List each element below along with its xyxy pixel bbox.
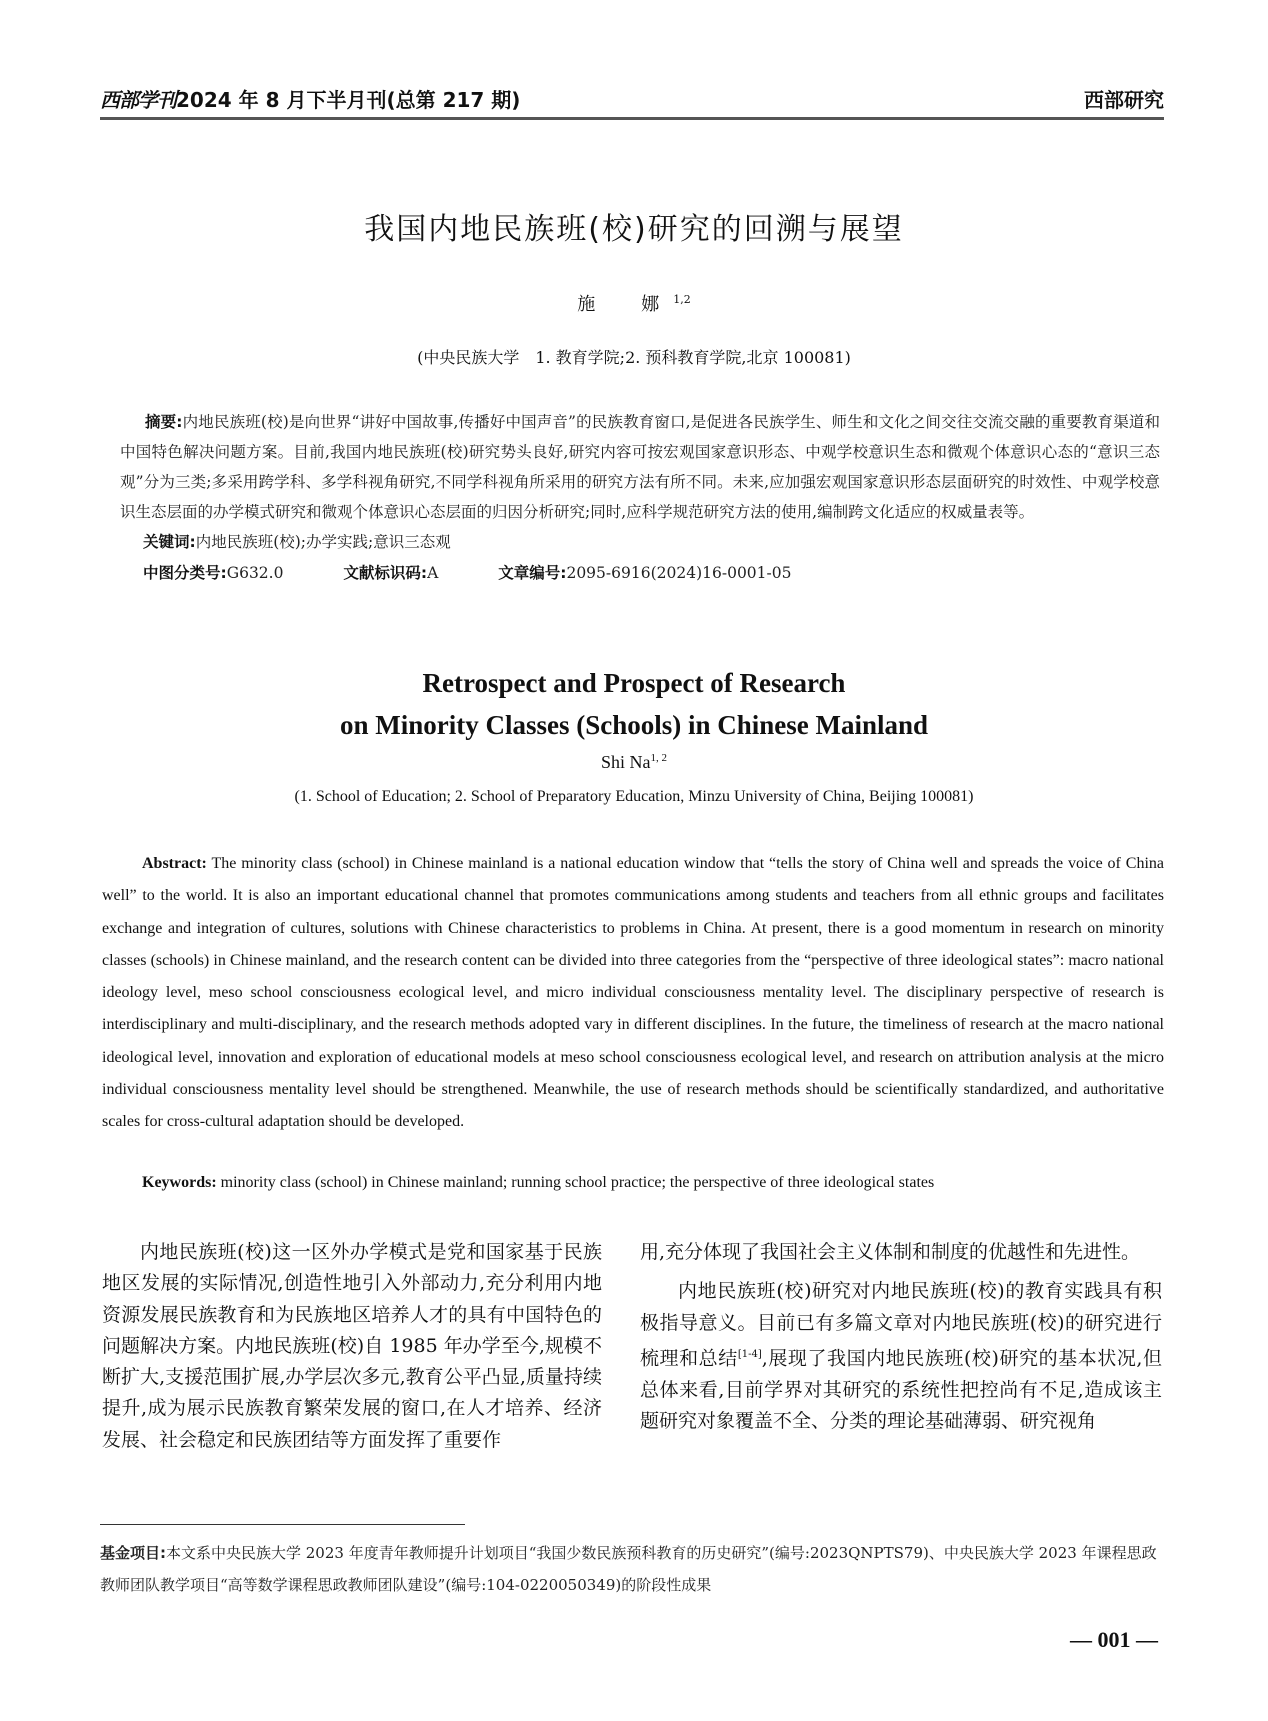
funding-text: 本文系中央民族大学 2023 年度青年教师提升计划项目“我国少数民族预科教育的历史研究”(编号:2023QNPTS79)、中央民族大学 2023 年课程思政教师团队教学项目“高等数学课程思政教师团队建设”(编号:104-0220050349)的阶段性成果: [100, 1544, 1157, 1594]
article-value: 2095-6916(2024)16-0001-05: [566, 564, 792, 582]
affiliation-en: (1. School of Education; 2. School of Preparatory Education, Minzu University of China, Beijing 100081): [294, 788, 974, 805]
abstract-cn-label: 摘要:: [145, 413, 183, 431]
clc: [143, 564, 283, 582]
keywords-cn-label: 关键词:: [143, 533, 196, 551]
funding-note: [100, 1537, 1170, 1601]
author-name: 施 娜: [577, 294, 674, 315]
keywords-en: [142, 1174, 934, 1192]
abstract-en: [102, 848, 1164, 1139]
title-en-line1: Retrospect and Prospect of Research: [422, 668, 846, 698]
body-paragraph: 用,充分体现了我国社会主义体制和制度的优越性和先进性。: [640, 1241, 1141, 1263]
title-en-line2: on Minority Classes (Schools) in Chinese Mainland: [339, 710, 929, 740]
author-sup: 1,2: [673, 293, 691, 306]
funding-label: 基金项目:: [100, 1544, 166, 1562]
section-name: 西部研究: [1084, 88, 1164, 112]
running-header: [100, 86, 1164, 120]
paper-title: 我国内地民族班(校)研究的回溯与展望: [364, 212, 904, 247]
abstract-en-label: Abstract:: [142, 855, 207, 872]
body-text: ,展现了我国内地民族班(校)研究的基本状况,但总体来看,目前学界对其研究的系统性把控尚有不足,造成该主题研究对象覆盖不全、分类的理论基础薄弱、研究视角: [640, 1347, 1162, 1432]
journal-issue: [100, 84, 520, 113]
citation: [1-4]: [737, 1348, 762, 1360]
article-no: [498, 564, 791, 582]
body-text: 内地民族班(校)研究对内地民族班(校)的教育实践具有积极指导意义。目前已有多篇文章对内地民族班(校)的研究进行梳理和总结: [640, 1280, 1162, 1370]
body-paragraph: [640, 1276, 1162, 1437]
body-left-column: [102, 1237, 602, 1456]
article-label: 文章编号:: [498, 564, 567, 582]
affiliation: (中央民族大学 1. 教育学院;2. 预科教育学院,北京 100081): [417, 348, 851, 367]
clc-value: G632.0: [226, 564, 284, 582]
keywords-en-label: Keywords:: [142, 1174, 217, 1191]
abstract-en-text: The minority class (school) in Chinese mainland is a national education window that “tells the story of China well and spreads the voice of China well” to the world. It is also an important educational channel that promotes communications among students and teachers from all ethnic groups and facilitates exchange and integration of cultures, solutions with Chinese characteristics to problems in China. At present, there is a good momentum in research on minority classes (schools) in Chinese mainland, and the research content can be divided into three categories from the “perspective of three ideological states”: macro national ideology level, meso school consciousness ecological level, and micro individual consciousness mentality level. The disciplinary perspective of research is interdisciplinary and multi-disciplinary, and the research methods adopted vary in different disciplines. In the future, the timeliness of research at the macro national ideological level, innovation and exploration of educational models at meso school consciousness ecological level, and research on attribution analysis at the micro individual consciousness mentality level should be strengthened. Meanwhile, the use of research methods should be scientifically standardized, and authoritative scales for cross-cultural adaptation should be developed.: [102, 855, 1164, 1131]
doc-code: [343, 564, 438, 582]
footnote-divider: [100, 1524, 465, 1525]
doc-label: 文献标识码:: [343, 564, 428, 582]
issue-info: 2024 年 8 月下半月刊(总第 217 期): [176, 88, 521, 112]
author-en: [0, 752, 1268, 773]
body-right-column: [640, 1237, 1162, 1437]
keywords-cn: [143, 530, 506, 552]
keywords-en-text: minority class (school) in Chinese mainland; running school practice; the perspective of three ideological states: [220, 1174, 935, 1191]
author-en-name: Shi Na: [601, 752, 651, 772]
abstract-cn-text: 内地民族班(校)是向世界“讲好中国故事,传播好中国声音”的民族教育窗口,是促进各民族学生、师生和文化之间交往交流交融的重要教育渠道和中国特色解决问题方案。目前,我国内地民族班(校)研究势头良好,研究内容可按宏观国家意识形态、中观学校意识生态和微观个体意识心态的“意识三态观”分为三类;多采用跨学科、多学科视角研究,不同学科视角所采用的研究方法有所不同。未来,应加强宏观国家意识形态层面研究的时效性、中观学校意识生态层面的办学模式研究和微观个体意识心态层面的归因分析研究;同时,应科学规范研究方法的使用,编制跨文化适应的权威量表等。: [120, 413, 1160, 521]
body-paragraph: 内地民族班(校)这一区外办学模式是党和国家基于民族地区发展的实际情况,创造性地引入外部动力,充分利用内地资源发展民族教育和为民族地区培养人才的具有中国特色的问题解决方案。内地民族班(校)自 1985 年办学至今,规模不断扩大,支援范围扩展,办学层次多元,教育公平凸显,质量持续提升,成为展示民族教育繁荣发展的窗口,在人才培养、经济发展、社会稳定和民族团结等方面发挥了重要作: [102, 1241, 602, 1451]
doc-value: A: [427, 564, 439, 582]
title-en: [0, 662, 1268, 746]
author-en-sup: 1, 2: [650, 752, 667, 764]
classification: [143, 561, 847, 583]
keywords-cn-text: 内地民族班(校);办学实践;意识三态观: [195, 533, 451, 551]
abstract-cn: [120, 407, 1160, 527]
page-number: — 001 —: [1070, 1627, 1158, 1652]
clc-label: 中图分类号:: [143, 564, 227, 582]
author: [0, 290, 1268, 316]
journal-logo: 西部学刊: [100, 88, 176, 112]
